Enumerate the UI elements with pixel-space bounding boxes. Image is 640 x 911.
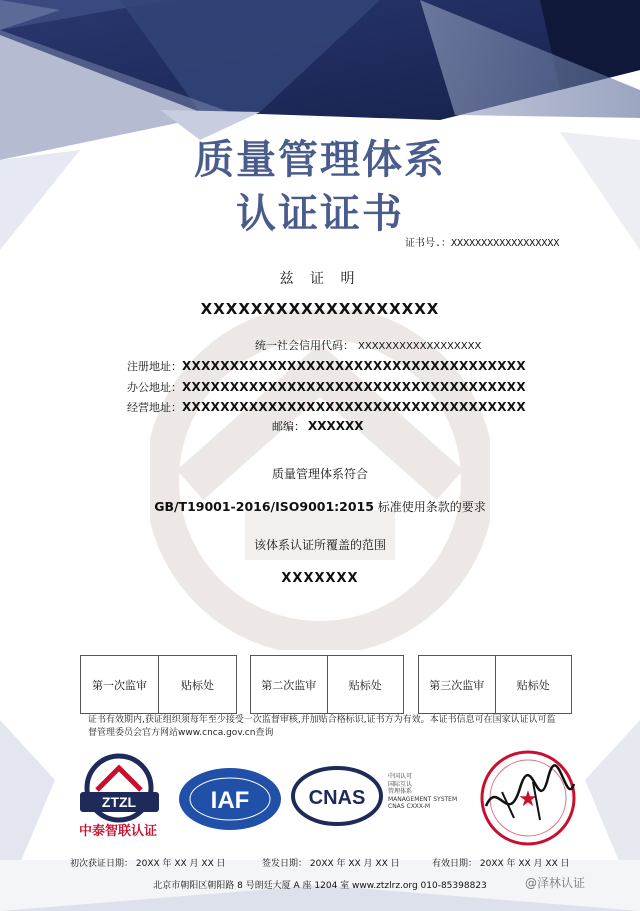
certificate-number-label: 证书号.： [405,238,452,249]
business-address-value: XXXXXXXXXXXXXXXXXXXXXXXXXXXXXXXXXXXX [182,400,526,414]
standard-code: GB/T19001-2016/ISO9001:2015 [154,499,374,514]
brand-watermark: @泽林认证 [525,876,586,890]
hereby-certify: 兹 证 明 [279,271,361,287]
official-stamp [478,748,578,848]
office-address-value: XXXXXXXXXXXXXXXXXXXXXXXXXXXXXXXXXXXX [182,380,526,394]
svg-text:★: ★ [518,787,538,812]
registered-address-value: XXXXXXXXXXXXXXXXXXXXXXXXXXXXXXXXXXXX [182,359,526,373]
certificate-title-line2: 认证证书 [236,190,404,237]
cnas-logo [291,766,383,826]
ztzl-letters: ZTZL [101,794,137,810]
credit-code [255,337,481,353]
scope-label: 该体系认证所覆盖的范围 [253,538,386,552]
mgmt-line: 中国认可 [388,773,413,780]
audit-label: 第三次监审 [429,678,485,692]
office-address [127,379,526,395]
standard-text: 标准使用条款的要求 [377,500,486,514]
iaf-letters: IAF [210,787,250,814]
issue-date: 签发日期： 20XX 年 XX 月 XX 日 [262,859,400,869]
certificate-title-line1: 质量管理体系 [194,136,446,183]
first-issue-date: 初次获证日期： 20XX 年 XX 月 XX 日 [70,859,226,869]
sticker-slot: 贴标处 [158,656,236,713]
cnas-letters: CNAS [308,787,366,809]
credit-code-label: 统一社会信用代码： [255,339,354,352]
audit-box-second [250,655,404,714]
mgmt-line: MANAGEMENT SYSTEM [388,795,458,803]
audit-box-first [80,655,237,714]
ztzl-name: 中泰智联认证 [78,824,157,839]
postal-code-value: XXXXXX [308,419,364,433]
footer-address: 北京市朝阳区朝阳路 8 号朗廷大厦 A 座 1204 室 www.ztzlrz.org 010-85398823 [153,881,487,891]
scope-value: XXXXXXX [281,571,359,586]
office-address-label: 办公地址： [127,381,182,394]
validity-note: 证书有效期内,获证组织须每年至少接受一次监督审核,并加贴合格标识,证书方为有效。本证书信息可在国家认证认可监督管理委员会官方网站www.cnca.gov.cn查询 [88,715,556,738]
credit-code-value: XXXXXXXXXXXXXXXXXX [358,341,482,352]
valid-until-date: 有效日期： 20XX 年 XX 月 XX 日 [432,859,570,869]
sticker-slot: 贴标处 [327,656,404,713]
iaf-logo [177,766,283,832]
postal-code [272,418,364,434]
business-address [127,399,526,415]
mgmt-line: 国际互认 [388,780,413,788]
standard-line [0,498,640,515]
mgmt-line: CNAS CXXX-M [388,803,431,810]
audit-label: 第二次监审 [261,678,317,692]
conformity-statement: 质量管理体系符合 [271,467,368,481]
registered-address-label: 注册地址： [127,360,182,373]
certificate-number [405,234,559,249]
business-address-label: 经营地址： [127,401,182,414]
audit-box-third [418,655,572,714]
sticker-slot: 贴标处 [495,656,572,713]
postal-code-label: 邮编： [272,420,305,433]
management-system-text [388,773,457,811]
company-name: XXXXXXXXXXXXXXXXXXX [200,300,440,318]
certificate-number-value: XXXXXXXXXXXXXXXXXX [451,238,560,249]
audit-label: 第一次监审 [92,678,147,692]
registered-address [127,358,526,374]
mgmt-line: 管理体系 [388,788,413,795]
